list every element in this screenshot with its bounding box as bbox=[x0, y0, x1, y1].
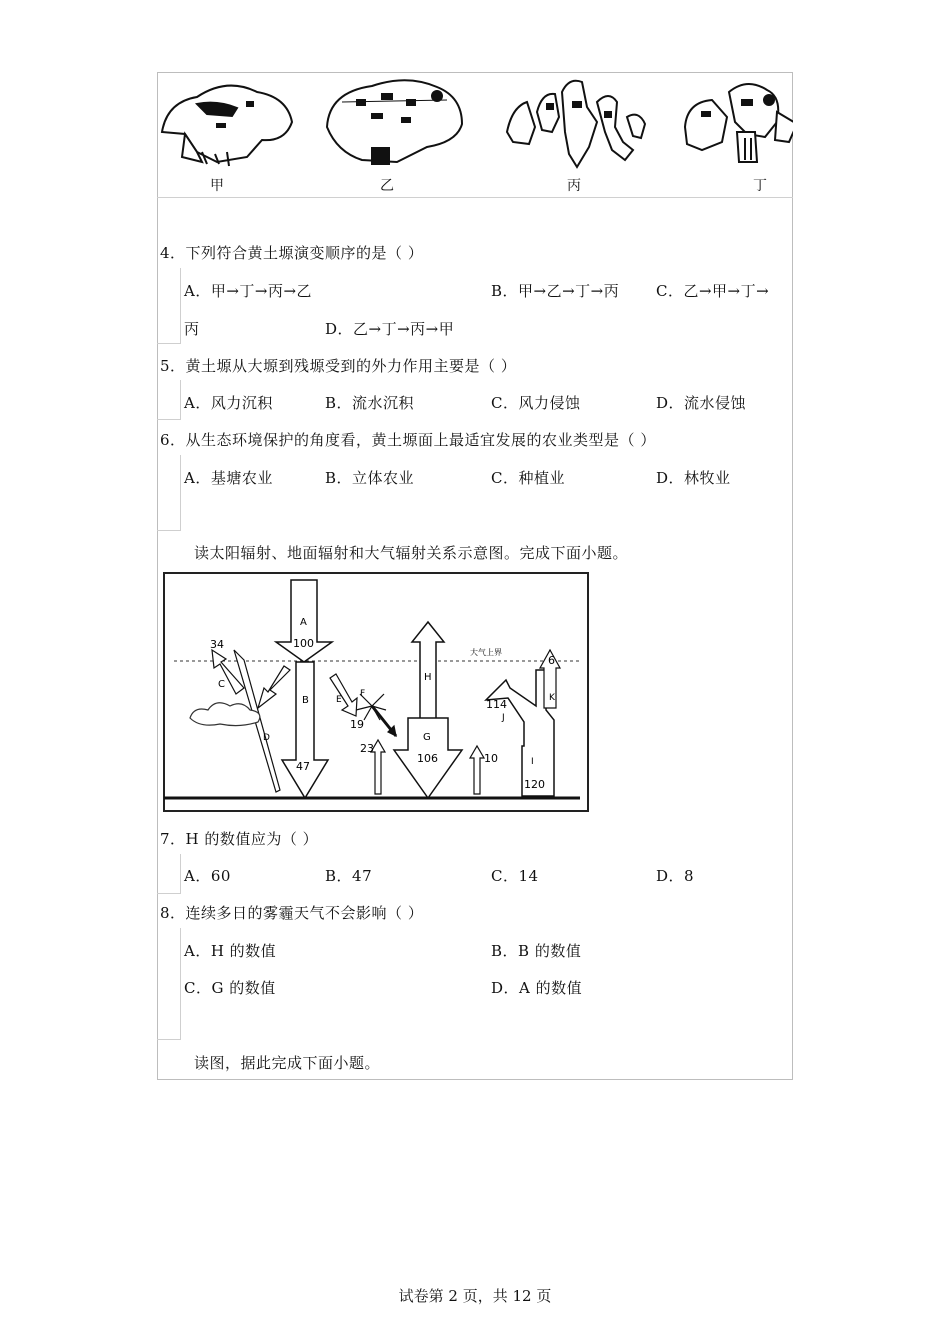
q7-option-gutter bbox=[157, 854, 181, 894]
label-b: B bbox=[302, 695, 309, 706]
figure1-label-yi: 乙 bbox=[380, 178, 394, 194]
loess-plateau-stages-figure bbox=[157, 72, 793, 197]
label-atmosphere-top: 大气上界 bbox=[470, 648, 502, 657]
q7-option-c[interactable]: C．14 bbox=[491, 867, 539, 885]
q8-option-a[interactable]: A．H 的数值 bbox=[184, 942, 277, 960]
q6-option-b[interactable]: B．立体农业 bbox=[325, 469, 415, 487]
q4-option-d[interactable]: D．乙→丁→丙→甲 bbox=[325, 320, 455, 338]
value-g: 106 bbox=[417, 752, 438, 765]
value-c: 34 bbox=[210, 638, 224, 651]
q4-stem: 4．下列符合黄土塬演变顺序的是（ ） bbox=[160, 244, 424, 262]
q4-option-gutter bbox=[157, 268, 181, 344]
q4-option-c-continued: 丙 bbox=[184, 320, 200, 338]
value-k: 6 bbox=[548, 654, 555, 667]
value-10: 10 bbox=[484, 752, 498, 765]
label-k: K bbox=[549, 693, 555, 703]
label-g: G bbox=[423, 732, 431, 743]
figure1-label-jia: 甲 bbox=[210, 178, 224, 194]
landform-jia bbox=[162, 86, 292, 166]
label-d: D bbox=[263, 733, 270, 743]
value-j: 114 bbox=[486, 698, 507, 711]
q8-option-gutter bbox=[157, 928, 181, 1040]
q6-stem: 6．从生态环境保护的角度看，黄土塬面上最适宜发展的农业类型是（ ） bbox=[160, 431, 656, 449]
radiation-diagram bbox=[160, 570, 592, 814]
value-b: 47 bbox=[296, 760, 310, 773]
q8-option-d[interactable]: D．A 的数值 bbox=[491, 979, 583, 997]
q5-option-gutter bbox=[157, 380, 181, 420]
q7-option-b[interactable]: B．47 bbox=[325, 867, 373, 885]
value-23: 23 bbox=[360, 742, 374, 755]
landform-ding bbox=[685, 84, 793, 162]
label-e: E bbox=[336, 695, 342, 705]
q6-option-c[interactable]: C．种植业 bbox=[491, 469, 565, 487]
q5-option-d[interactable]: D．流水侵蚀 bbox=[656, 394, 747, 412]
value-a: 100 bbox=[293, 637, 314, 650]
q4-option-b[interactable]: B．甲→乙→丁→丙 bbox=[491, 282, 620, 300]
page-footer: 试卷第 2 页，共 12 页 bbox=[398, 1287, 552, 1305]
q7-stem: 7．H 的数值应为（ ） bbox=[160, 830, 319, 848]
q6-option-gutter bbox=[157, 455, 181, 531]
figure1-label-bing: 丙 bbox=[567, 178, 581, 194]
label-j: J bbox=[502, 713, 505, 723]
landform-bing bbox=[507, 81, 645, 167]
q8-option-b[interactable]: B．B 的数值 bbox=[491, 942, 582, 960]
landform-yi bbox=[327, 80, 462, 164]
q4-option-a[interactable]: A．甲→丁→丙→乙 bbox=[184, 282, 313, 300]
q8-stem: 8．连续多日的雾霾天气不会影响（ ） bbox=[160, 904, 424, 922]
value-i: 120 bbox=[524, 778, 545, 791]
radiation-intro: 读太阳辐射、地面辐射和大气辐射关系示意图。完成下面小题。 bbox=[194, 544, 629, 562]
q5-option-b[interactable]: B．流水沉积 bbox=[325, 394, 415, 412]
q5-stem: 5．黄土塬从大塬到残塬受到的外力作用主要是（ ） bbox=[160, 357, 517, 375]
q6-option-d[interactable]: D．林牧业 bbox=[656, 469, 731, 487]
q8-option-c[interactable]: C．G 的数值 bbox=[184, 979, 276, 997]
label-a: A bbox=[300, 617, 307, 628]
figure1-label-ding: 丁 bbox=[753, 178, 767, 194]
q4-option-c[interactable]: C．乙→甲→丁→ bbox=[656, 282, 770, 300]
label-f: F bbox=[360, 689, 366, 699]
q7-option-a[interactable]: A．60 bbox=[184, 867, 231, 885]
q6-option-a[interactable]: A．基塘农业 bbox=[184, 469, 273, 487]
q5-option-a[interactable]: A．风力沉积 bbox=[184, 394, 273, 412]
q7-option-d[interactable]: D．8 bbox=[656, 867, 695, 885]
label-c: C bbox=[218, 679, 225, 690]
label-h: H bbox=[424, 672, 432, 683]
section-divider bbox=[157, 197, 793, 198]
label-i: I bbox=[531, 757, 534, 767]
value-f: 19 bbox=[350, 718, 364, 731]
q5-option-c[interactable]: C．风力侵蚀 bbox=[491, 394, 581, 412]
next-section-intro: 读图，据此完成下面小题。 bbox=[194, 1054, 381, 1072]
